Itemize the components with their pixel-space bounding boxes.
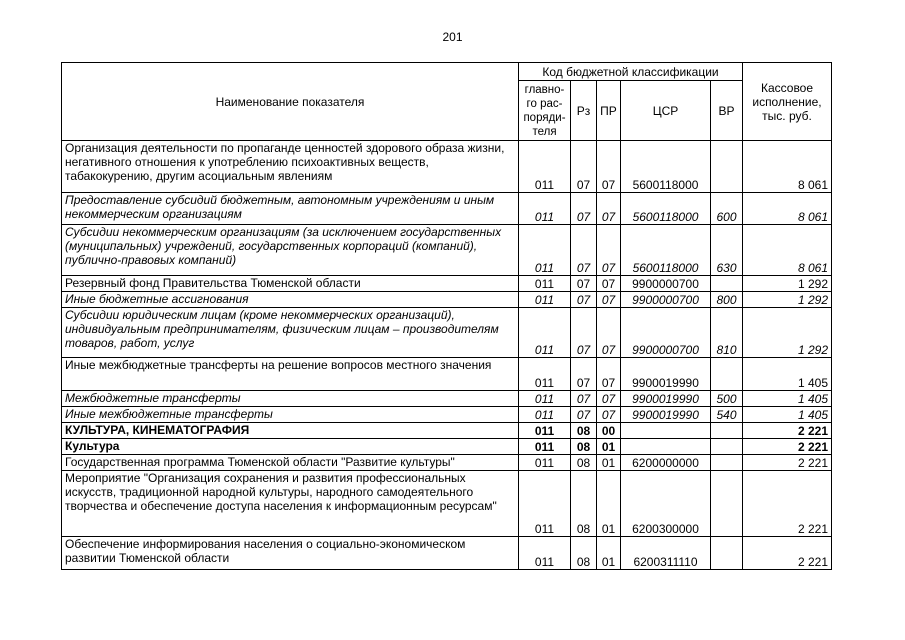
- row-glavny-code: 011: [519, 423, 571, 439]
- header-name: Наименование показателя: [62, 63, 519, 141]
- row-glavny-code: 011: [519, 455, 571, 471]
- table-header: [62, 63, 832, 141]
- budget-table: [61, 62, 832, 570]
- row-rz-code: 07: [571, 276, 597, 292]
- row-name: Организация деятельности по пропаганде ценностей здорового образа жизни, негативного отношения к употреблению психоактивных веществ, табакокурению, другим асоциальным явлениям: [62, 141, 519, 193]
- table-body: [62, 141, 832, 570]
- row-rz-code: 07: [571, 358, 597, 391]
- row-name: Обеспечение информирования населения о социально-экономическом развитии Тюменской области: [62, 537, 519, 570]
- row-vr-code: 630: [711, 225, 743, 276]
- table-row: [62, 276, 832, 292]
- row-glavny-code: 011: [519, 537, 571, 570]
- row-pr-code: 01: [597, 455, 621, 471]
- row-csr-code: 9900019990: [621, 358, 711, 391]
- table-row: [62, 439, 832, 455]
- header-vr: ВР: [711, 81, 743, 141]
- row-name: Иные межбюджетные трансферты: [62, 407, 519, 423]
- row-csr-code: [621, 423, 711, 439]
- row-pr-code: 07: [597, 292, 621, 308]
- table-row: [62, 292, 832, 308]
- row-glavny-code: 011: [519, 308, 571, 358]
- row-vr-code: 500: [711, 391, 743, 407]
- row-csr-code: 9900000700: [621, 276, 711, 292]
- row-name: Межбюджетные трансферты: [62, 391, 519, 407]
- table-row: [62, 358, 832, 391]
- row-csr-code: [621, 439, 711, 455]
- row-vr-code: [711, 439, 743, 455]
- row-glavny-code: 011: [519, 141, 571, 193]
- row-csr-code: 9900019990: [621, 407, 711, 423]
- header-csr: ЦСР: [621, 81, 711, 141]
- row-pr-code: 00: [597, 423, 621, 439]
- row-name: Иные бюджетные ассигнования: [62, 292, 519, 308]
- row-amount: 1 405: [743, 358, 832, 391]
- row-pr-code: 07: [597, 358, 621, 391]
- table-row: [62, 455, 832, 471]
- row-rz-code: 07: [571, 141, 597, 193]
- row-rz-code: 08: [571, 439, 597, 455]
- row-vr-code: [711, 455, 743, 471]
- row-vr-code: 800: [711, 292, 743, 308]
- row-glavny-code: 011: [519, 193, 571, 225]
- row-csr-code: 9900019990: [621, 391, 711, 407]
- row-csr-code: 6200311110: [621, 537, 711, 570]
- row-amount: 2 221: [743, 439, 832, 455]
- row-glavny-code: 011: [519, 391, 571, 407]
- row-rz-code: 08: [571, 471, 597, 537]
- row-vr-code: [711, 537, 743, 570]
- row-amount: 1 292: [743, 292, 832, 308]
- row-rz-code: 07: [571, 193, 597, 225]
- row-glavny-code: 011: [519, 439, 571, 455]
- row-pr-code: 01: [597, 537, 621, 570]
- row-amount: 1 405: [743, 407, 832, 423]
- row-name: Резервный фонд Правительства Тюменской области: [62, 276, 519, 292]
- row-rz-code: 07: [571, 407, 597, 423]
- row-pr-code: 07: [597, 141, 621, 193]
- table-row: [62, 407, 832, 423]
- row-amount: 2 221: [743, 471, 832, 537]
- row-vr-code: 600: [711, 193, 743, 225]
- row-csr-code: 5600118000: [621, 141, 711, 193]
- row-vr-code: [711, 358, 743, 391]
- header-pr: ПР: [597, 81, 621, 141]
- header-code-group: Код бюджетной классификации: [519, 63, 743, 81]
- table-row: [62, 193, 832, 225]
- row-name: Предоставление субсидий бюджетным, автономным учреждениям и иным некоммерческим организациям: [62, 193, 519, 225]
- row-csr-code: 9900000700: [621, 308, 711, 358]
- row-glavny-code: 011: [519, 276, 571, 292]
- row-amount: 1 292: [743, 276, 832, 292]
- row-name: Мероприятие "Организация сохранения и развития профессиональных искусств, традиционной народной культуры, народного самодеятельного творчества и обеспечение доступа населения к информационным ресурсам": [62, 471, 519, 537]
- row-name: Субсидии некоммерческим организациям (за исключением государственных (муниципальных) учреждений, государственных корпораций (компаний), публично-правовых компаний): [62, 225, 519, 276]
- row-amount: 2 221: [743, 455, 832, 471]
- table-row: [62, 471, 832, 537]
- row-vr-code: [711, 276, 743, 292]
- row-vr-code: 540: [711, 407, 743, 423]
- row-pr-code: 07: [597, 225, 621, 276]
- row-csr-code: 9900000700: [621, 292, 711, 308]
- row-rz-code: 07: [571, 308, 597, 358]
- row-pr-code: 07: [597, 308, 621, 358]
- table-row: [62, 391, 832, 407]
- row-amount: 2 221: [743, 423, 832, 439]
- row-name: КУЛЬТУРА, КИНЕМАТОГРАФИЯ: [62, 423, 519, 439]
- row-amount: 8 061: [743, 141, 832, 193]
- row-pr-code: 07: [597, 276, 621, 292]
- table-row: [62, 141, 832, 193]
- row-amount: 2 221: [743, 537, 832, 570]
- row-rz-code: 07: [571, 391, 597, 407]
- header-glavny: главно-го рас-поряди-теля: [519, 81, 571, 141]
- row-vr-code: [711, 423, 743, 439]
- row-amount: 8 061: [743, 225, 832, 276]
- table-row: [62, 423, 832, 439]
- row-csr-code: 6200000000: [621, 455, 711, 471]
- row-name: Государственная программа Тюменской области "Развитие культуры": [62, 455, 519, 471]
- row-pr-code: 07: [597, 407, 621, 423]
- row-glavny-code: 011: [519, 358, 571, 391]
- row-amount: 1 292: [743, 308, 832, 358]
- row-rz-code: 07: [571, 225, 597, 276]
- row-rz-code: 08: [571, 423, 597, 439]
- row-glavny-code: 011: [519, 407, 571, 423]
- row-amount: 1 405: [743, 391, 832, 407]
- header-amount: Кассовое исполнение, тыс. руб.: [743, 63, 832, 141]
- row-csr-code: 6200300000: [621, 471, 711, 537]
- row-pr-code: 07: [597, 391, 621, 407]
- row-rz-code: 07: [571, 292, 597, 308]
- row-amount: 8 061: [743, 193, 832, 225]
- table-row: [62, 537, 832, 570]
- row-rz-code: 08: [571, 537, 597, 570]
- row-rz-code: 08: [571, 455, 597, 471]
- row-glavny-code: 011: [519, 225, 571, 276]
- row-vr-code: [711, 141, 743, 193]
- row-name: Субсидии юридическим лицам (кроме некоммерческих организаций), индивидуальным предпринимателям, физическим лицам – производителям товаров, работ, услуг: [62, 308, 519, 358]
- row-pr-code: 01: [597, 471, 621, 537]
- row-name: Культура: [62, 439, 519, 455]
- table-row: [62, 225, 832, 276]
- row-glavny-code: 011: [519, 292, 571, 308]
- row-csr-code: 5600118000: [621, 225, 711, 276]
- row-csr-code: 5600118000: [621, 193, 711, 225]
- row-name: Иные межбюджетные трансферты на решение вопросов местного значения: [62, 358, 519, 391]
- header-rz: Рз: [571, 81, 597, 141]
- row-glavny-code: 011: [519, 471, 571, 537]
- row-pr-code: 01: [597, 439, 621, 455]
- row-pr-code: 07: [597, 193, 621, 225]
- page-number: 201: [442, 30, 463, 44]
- row-vr-code: 810: [711, 308, 743, 358]
- table-row: [62, 308, 832, 358]
- row-vr-code: [711, 471, 743, 537]
